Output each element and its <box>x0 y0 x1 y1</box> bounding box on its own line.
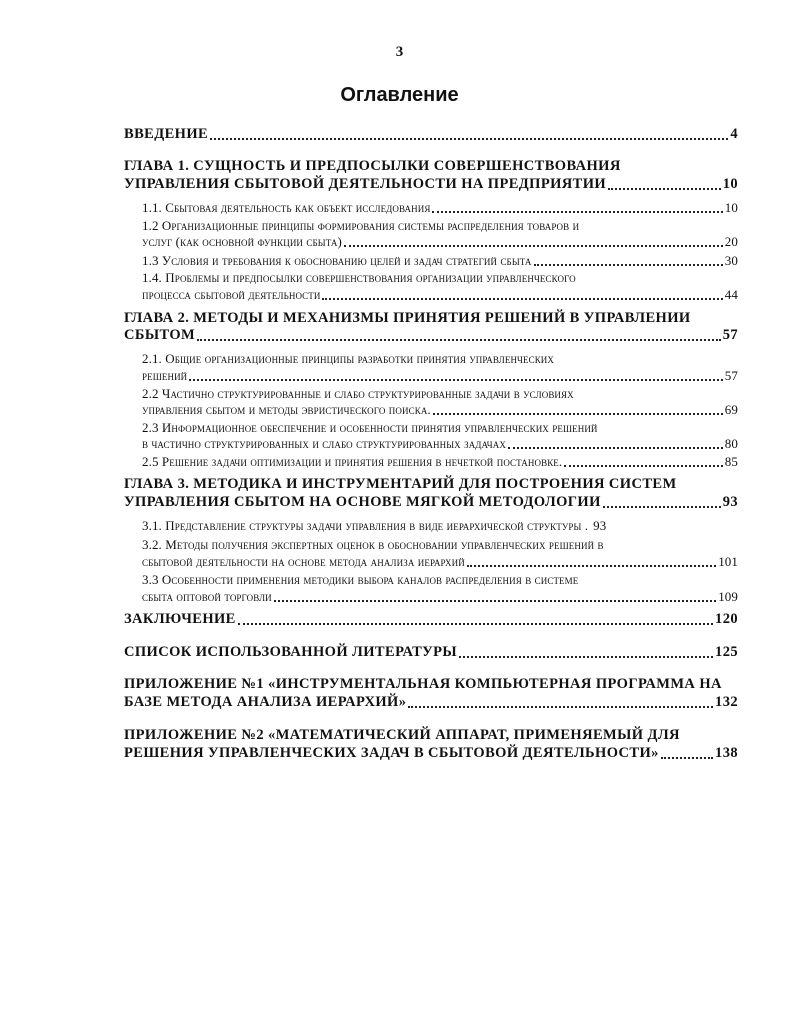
toc-entry-page: 4 <box>730 126 738 142</box>
dot-leader <box>534 264 723 266</box>
toc-entry-label: УПРАВЛЕНИЯ СБЫТОМ НА ОСНОВЕ МЯГКОЙ МЕТОДОЛОГИИ <box>124 494 601 510</box>
toc-entry-chapter-1[interactable] <box>124 176 738 193</box>
toc-entry-appendix-1-line-1[interactable]: ПРИЛОЖЕНИЕ №1 «ИНСТРУМЕНТАЛЬНАЯ КОМПЬЮТЕРНАЯ ПРОГРАММА НА <box>124 676 722 692</box>
toc-entry-page: 80 <box>724 436 738 451</box>
toc-entry-page: 69 <box>724 402 738 417</box>
dot-leader <box>603 506 721 508</box>
toc-entry-page: 101 <box>718 554 738 569</box>
toc-entry-introduction[interactable] <box>124 126 738 143</box>
toc-entry-chapter-2-line-1[interactable]: ГЛАВА 2. МЕТОДЫ И МЕХАНИЗМЫ ПРИНЯТИЯ РЕШЕНИЙ В УПРАВЛЕНИИ <box>124 310 691 326</box>
toc-entry-chapter-3-line-1[interactable]: ГЛАВА 3. МЕТОДИКА И ИНСТРУМЕНТАРИЙ ДЛЯ ПОСТРОЕНИЯ СИСТЕМ <box>124 476 677 492</box>
dot-leader <box>459 656 713 658</box>
toc-entry-page: 44 <box>724 287 738 302</box>
dot-leader <box>408 706 713 708</box>
page-title: Оглавление <box>340 84 459 106</box>
toc-entry-label: ЗАКЛЮЧЕНИЕ <box>124 611 236 627</box>
toc-entry-appendix-2[interactable] <box>124 745 738 762</box>
toc-entry-page: 57 <box>724 368 738 383</box>
toc-entry-chapter-3[interactable] <box>124 494 738 511</box>
toc-entry-label: управления сбытом и методы эвристического поиска. <box>142 402 431 417</box>
dot-leader <box>322 298 722 300</box>
toc-entry-label: 1.1. Сбытовая деятельность как объект исследования <box>142 200 431 215</box>
toc-entry-section-3-2[interactable] <box>142 554 738 570</box>
dot-leader <box>210 138 728 140</box>
dot-leader <box>564 465 723 467</box>
toc-entry-chapter-1-line-1[interactable]: ГЛАВА 1. СУЩНОСТЬ И ПРЕДПОСЫЛКИ СОВЕРШЕНСТВОВАНИЯ <box>124 158 621 174</box>
dot-leader <box>432 211 722 213</box>
toc-entry-page: 93 <box>593 518 607 533</box>
dot-leader <box>661 757 713 759</box>
page-number: 3 <box>395 44 404 60</box>
dot-leader <box>197 339 721 341</box>
toc-entry-section-1-1[interactable] <box>142 200 738 216</box>
toc-entry-section-1-2[interactable] <box>142 234 738 250</box>
toc-entry-page: 10 <box>724 200 738 215</box>
toc-entry-appendix-2-line-1[interactable]: ПРИЛОЖЕНИЕ №2 «МАТЕМАТИЧЕСКИЙ АППАРАТ, ПРИМЕНЯЕМЫЙ ДЛЯ <box>124 727 680 743</box>
toc-entry-appendix-1[interactable] <box>124 694 738 711</box>
toc-entry-page: 10 <box>722 176 738 192</box>
dot-leader <box>189 379 723 381</box>
toc-entry-section-2-1-line-1[interactable]: 2.1. Общие организационные принципы разработки принятия управленческих <box>142 351 555 366</box>
toc-entry-section-2-5[interactable] <box>142 454 738 470</box>
toc-entry-conclusion[interactable] <box>124 611 738 628</box>
dot-leader <box>608 188 721 190</box>
toc-entry-page: 109 <box>718 589 738 604</box>
toc-entry-page: 30 <box>724 253 738 268</box>
toc-entry-page: 20 <box>724 234 738 249</box>
dot-leader <box>344 245 723 247</box>
toc-entry-page: 120 <box>715 611 738 627</box>
dot-leader <box>274 600 716 602</box>
toc-entry-label: в частично структурированных и слабо структурированных задачах <box>142 436 506 451</box>
toc-entry-label: УПРАВЛЕНИЯ СБЫТОВОЙ ДЕЯТЕЛЬНОСТИ НА ПРЕДПРИЯТИИ <box>124 176 607 192</box>
toc-entry-section-3-1[interactable] <box>142 518 738 534</box>
toc-entry-section-2-2-line-1[interactable]: 2.2 Частично структурированные и слабо структурированные задачи в условиях <box>142 386 574 401</box>
toc-entry-page: 132 <box>715 694 738 710</box>
toc-entry-label: сбыта оптовой торговли <box>142 589 272 604</box>
toc-entry-label: 2.5 Решение задачи оптимизации и принятия решения в нечеткой постановке. <box>142 454 563 469</box>
dot-leader <box>433 413 723 415</box>
toc-entry-section-1-4[interactable] <box>142 287 738 303</box>
toc-entry-label: 1.3 Условия и требования к обоснованию целей и задач стратегий сбыта <box>142 253 532 268</box>
dot-leader <box>467 565 716 567</box>
toc-entry-section-3-3[interactable] <box>142 589 738 605</box>
dot-leader <box>508 447 723 449</box>
toc-entry-label: РЕШЕНИЯ УПРАВЛЕНЧЕСКИХ ЗАДАЧ В СБЫТОВОЙ ДЕЯТЕЛЬНОСТИ» <box>124 745 659 761</box>
toc-entry-label: БАЗЕ МЕТОДА АНАЛИЗА ИЕРАРХИЙ» <box>124 694 407 710</box>
toc-entry-page: 85 <box>724 454 738 469</box>
dot-leader <box>238 623 713 625</box>
toc-entry-section-2-2[interactable] <box>142 402 738 418</box>
toc-entry-section-2-3-line-1[interactable]: 2.3 Информационное обеспечение и особенности принятия управленческих решений <box>142 420 598 435</box>
toc-entry-label: 3.1. Представление структуры задачи управления в виде иерархической структуры . <box>142 518 589 533</box>
toc-entry-section-1-2-line-1[interactable]: 1.2 Организационные принципы формирования системы распределения товаров и <box>142 218 580 233</box>
toc-entry-section-3-3-line-1[interactable]: 3.3 Особенности применения методики выбора каналов распределения в системе <box>142 572 579 587</box>
toc-entry-label: СПИСОК ИСПОЛЬЗОВАННОЙ ЛИТЕРАТУРЫ <box>124 644 458 660</box>
toc-entry-page: 138 <box>715 745 738 761</box>
toc-entry-label: процесса сбытовой деятельности <box>142 287 321 302</box>
toc-entry-section-1-4-line-1[interactable]: 1.4. Проблемы и предпосылки совершенствования организации управленческого <box>142 270 576 285</box>
toc-entry-references[interactable] <box>124 644 738 661</box>
toc-entry-label: услуг (как основной функции сбыта) <box>142 234 342 249</box>
toc-entry-section-1-3[interactable] <box>142 253 738 269</box>
toc-entry-label: ВВЕДЕНИЕ <box>124 126 209 142</box>
toc-entry-section-3-2-line-1[interactable]: 3.2. Методы получения экспертных оценок в обосновании управленческих решений в <box>142 537 604 552</box>
toc-entry-label: решений <box>142 368 188 383</box>
toc-entry-label: СБЫТОМ <box>124 327 196 343</box>
toc-entry-page: 93 <box>722 494 738 510</box>
toc-entry-section-2-3[interactable] <box>142 436 738 452</box>
toc-entry-page: 57 <box>722 327 738 343</box>
toc-entry-page: 125 <box>715 644 738 660</box>
toc-entry-label: сбытовой деятельности на основе метода анализа иерархий <box>142 554 465 569</box>
toc-entry-section-2-1[interactable] <box>142 368 738 384</box>
toc-entry-chapter-2[interactable] <box>124 327 738 344</box>
